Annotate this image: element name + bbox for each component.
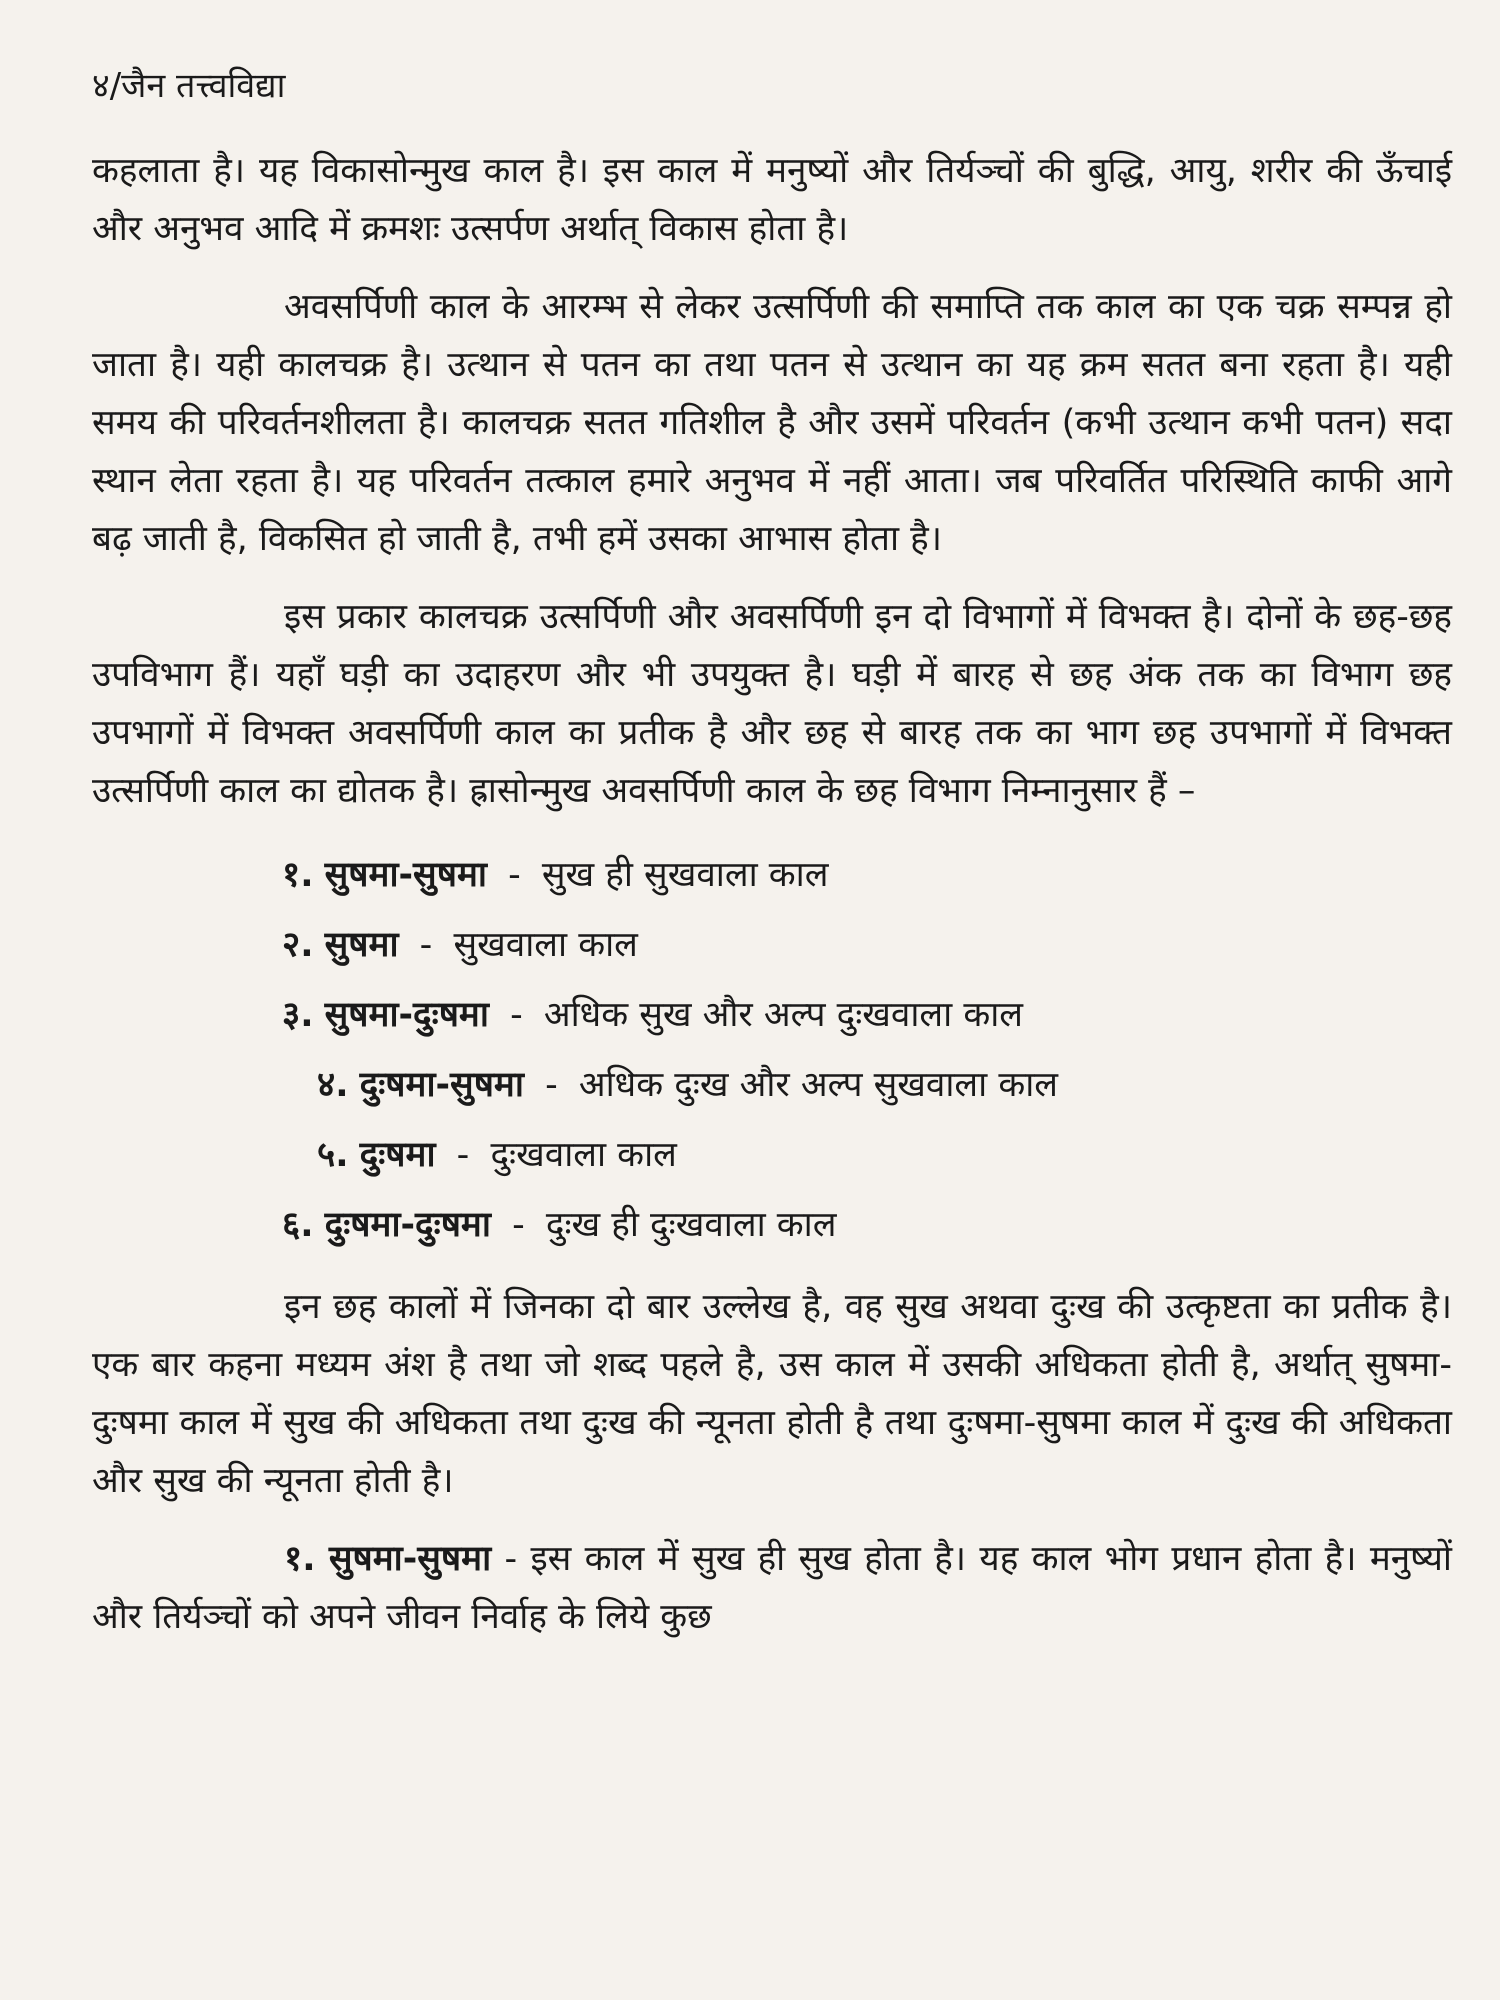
paragraph-explanation: इन छह कालों में जिनका दो बार उल्लेख है, वह सुख अथवा दुःख की उत्कृष्टता का प्रतीक है। एक बार कहना मध्यम अंश है तथा जो शब्द पहले है, उस काल में उसकी अधिकता होती है, अर्थात् सुषमा-दुःषमा काल में सुख की अधिकता तथा दुःख की न्यूनता होती है तथा दुःषमा-सुषमा काल में दुःख की अधिकता और सुख की न्यूनता होती है। (92, 1287, 1452, 1501)
page-number: ४ (92, 66, 110, 106)
list-dash: - (545, 1065, 558, 1105)
book-title: जैन तत्त्वविद्या (121, 66, 286, 106)
page-body (92, 142, 1452, 1666)
list-term: सुषमा (324, 925, 399, 965)
list-term: दुःषमा-दुःषमा (324, 1205, 491, 1245)
paragraph-divisions: इस प्रकार कालचक्र उत्सर्पिणी और अवसर्पिणी इन दो विभागों में विभक्त है। दोनों के छह-छह उपविभाग हैं। यहाँ घड़ी का उदाहरण और भी उपयुक्त है। घड़ी में बारह से छह अंक तक का विभाग छह उपभागों में विभक्त अवसर्पिणी काल का प्रतीक है और छह से बारह तक का भाग छह उपभागों में विभक्त उत्सर्पिणी काल का द्योतक है। ह्रासोन्मुख अवसर्पिणी काल के छह विभाग निम्नानुसार हैं – (92, 597, 1452, 811)
list-number: ३. (282, 995, 314, 1035)
period-list (92, 840, 1452, 1260)
list-description: सुखवाला काल (453, 925, 638, 965)
list-term: सुषमा-दुःषमा (324, 995, 489, 1035)
list-dash: - (512, 1205, 525, 1245)
list-item (92, 980, 1452, 1050)
list-number: २. (282, 925, 314, 965)
list-number: ५. (317, 1135, 349, 1175)
list-description: सुख ही सुखवाला काल (541, 855, 829, 895)
paragraph-continuation: कहलाता है। यह विकासोन्मुख काल है। इस काल में मनुष्यों और तिर्यञ्चों की बुद्धि, आयु, शरीर की ऊँचाई और अनुभव आदि में क्रमशः उत्सर्पण अर्थात् विकास होता है। (92, 151, 1452, 249)
paragraph-kalachakra: अवसर्पिणी काल के आरम्भ से लेकर उत्सर्पिणी की समाप्ति तक काल का एक चक्र सम्पन्न हो जाता है। यही कालचक्र है। उत्थान से पतन का तथा पतन से उत्थान का यह क्रम सतत बना रहता है। यही समय की परिवर्तनशीलता है। कालचक्र सतत गतिशील है और उसमें परिवर्तन (कभी उत्थान कभी पतन) सदा स्थान लेता रहता है। यह परिवर्तन तत्काल हमारे अनुभव में नहीं आता। जब परिवर्तित परिस्थिति काफी आगे बढ़ जाती है, विकसित हो जाती है, तभी हमें उसका आभास होता है। (92, 287, 1452, 559)
list-item (92, 1120, 1452, 1190)
list-description: दुःखवाला काल (490, 1135, 677, 1175)
list-description: अधिक सुख और अल्प दुःखवाला काल (543, 995, 1024, 1035)
list-item (92, 1190, 1452, 1260)
page-header (92, 62, 285, 110)
header-separator: / (109, 66, 122, 106)
list-dash: - (419, 925, 433, 965)
list-item (92, 910, 1452, 980)
list-dash: - (456, 1135, 470, 1175)
paragraph-first-period (92, 1530, 1452, 1646)
list-number: १. (282, 855, 314, 895)
final-term: सुषमा-सुषमा (328, 1539, 492, 1579)
list-number: ६. (282, 1205, 314, 1245)
final-number: १. (284, 1539, 316, 1579)
list-term: दुःषमा (359, 1135, 436, 1175)
list-item (92, 1050, 1452, 1120)
list-description: दुःख ही दुःखवाला काल (545, 1205, 837, 1245)
list-number: ४. (317, 1065, 349, 1105)
list-term: दुःषमा-सुषमा (359, 1065, 524, 1105)
final-text: इस काल में सुख ही सुख होता है। यह काल भोग प्रधान होता है। मनुष्यों और तिर्यञ्चों को अपने जीवन निर्वाह के लिये कुछ (92, 1539, 1452, 1637)
list-dash: - (510, 995, 523, 1035)
list-dash: - (508, 855, 521, 895)
list-term: सुषमा-सुषमा (324, 855, 487, 895)
list-item (92, 840, 1452, 910)
final-dash: - (504, 1539, 518, 1579)
list-description: अधिक दुःख और अल्प सुखवाला काल (578, 1065, 1059, 1105)
